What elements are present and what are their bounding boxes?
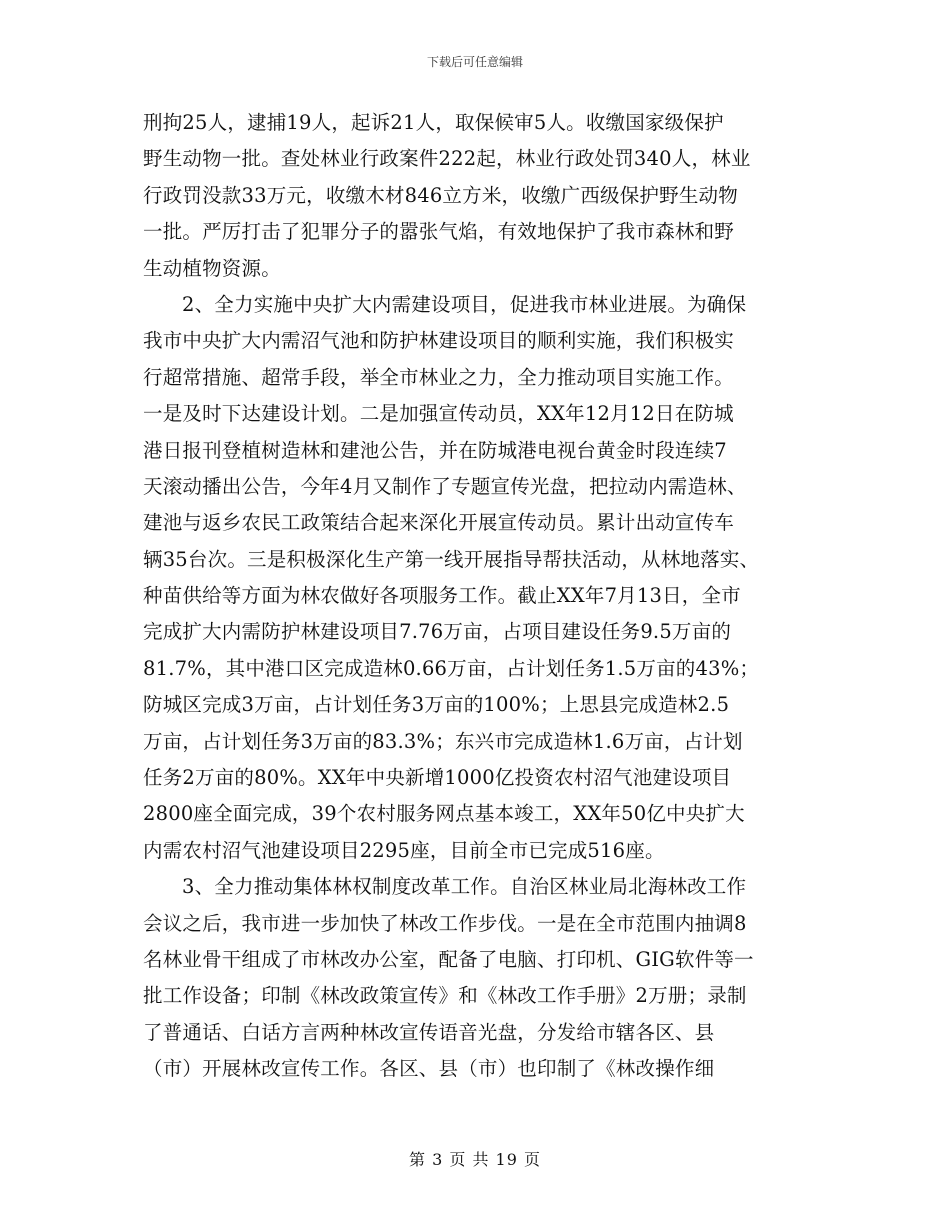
text-line: 天滚动播出公告，今年4月又制作了专题宣传光盘，把拉动内需造林、 [143,474,747,498]
text-line: 港日报刊登植树造林和建池公告，并在防城港电视台黄金时段连续7 [143,438,727,462]
page-header: 下载后可任意编辑 [426,55,523,69]
paragraph-start-line: 2、全力实施中央扩大内需建设项目，促进我市林业进展。为确保 [182,292,747,316]
text-line: 了普通话、白话方言两种林改宣传语音光盘，分发给市辖各区、县 [143,1020,715,1044]
text-line: 81.7%，其中港口区完成造林0.66万亩，占计划任务1.5万亩的43%； [143,656,760,680]
text-line: 防城区完成3万亩，占计划任务3万亩的100%；上思县完成造林2.5 [143,693,730,717]
text-line: 我市中央扩大内需沼气池和防护林建设项目的顺利实施，我们积极实 [143,329,735,353]
text-line: 批工作设备；印制《林改政策宣传》和《林改工作手册》2万册；录制 [143,984,747,1008]
text-line: 一批。严厉打击了犯罪分子的嚣张气焰，有效地保护了我市森林和野 [143,220,735,244]
text-line: 行超常措施、超常手段，举全市林业之力，全力推动项目实施工作。 [143,365,735,389]
text-line: 万亩，占计划任务3万亩的83.3%；东兴市完成造林1.6万亩，占计划 [143,729,743,753]
text-line: 2800座全面完成，39个农村服务网点基本竣工，XX年50亿中央扩大 [143,802,745,826]
text-line: 种苗供给等方面为林农做好各项服务工作。截止XX年7月13日，全市 [143,584,741,608]
text-line: 完成扩大内需防护林建设项目7.76万亩，占项目建设任务9.5万亩的 [143,620,732,644]
document-body [143,105,808,1088]
text-line: 内需农村沼气池建设项目2295座，目前全市已完成516座。 [143,838,665,862]
text-line: 名林业骨干组成了市林改办公室，配备了电脑、打印机、GIG软件等一 [143,947,754,971]
page-footer: 第 3 页 共 19 页 [409,1150,541,1169]
text-line: 一是及时下达建设计划。二是加强宣传动员，XX年12月12日在防城 [143,402,734,426]
text-line: 生动植物资源。 [143,256,281,280]
text-line: （市）开展林改宣传工作。各区、县（市）也印制了《林改操作细 [143,1057,715,1081]
text-line: 会议之后，我市进一步加快了林改工作步伐。一是在全市范围内抽调8 [143,911,747,935]
text-line: 任务2万亩的80%。XX年中央新增1000亿投资农村沼气池建设项目 [143,766,732,790]
text-line: 辆35台次。三是积极深化生产第一线开展指导帮扶活动，从林地落实、 [143,547,760,571]
text-line: 刑拘25人，逮捕19人，起诉21人，取保候审5人。收缴国家级保护 [143,111,724,134]
text-line: 行政罚没款33万元，收缴木材846立方米，收缴广西级保护野生动物 [143,183,738,207]
text-line: 野生动物一批。查处林业行政案件222起，林业行政处罚340人，林业 [143,147,751,171]
text-line: 建池与返乡农民工政策结合起来深化开展宣传动员。累计出动宣传车 [143,511,735,535]
paragraph-start-line: 3、全力推动集体林权制度改革工作。自治区林业局北海林改工作 [182,875,747,899]
